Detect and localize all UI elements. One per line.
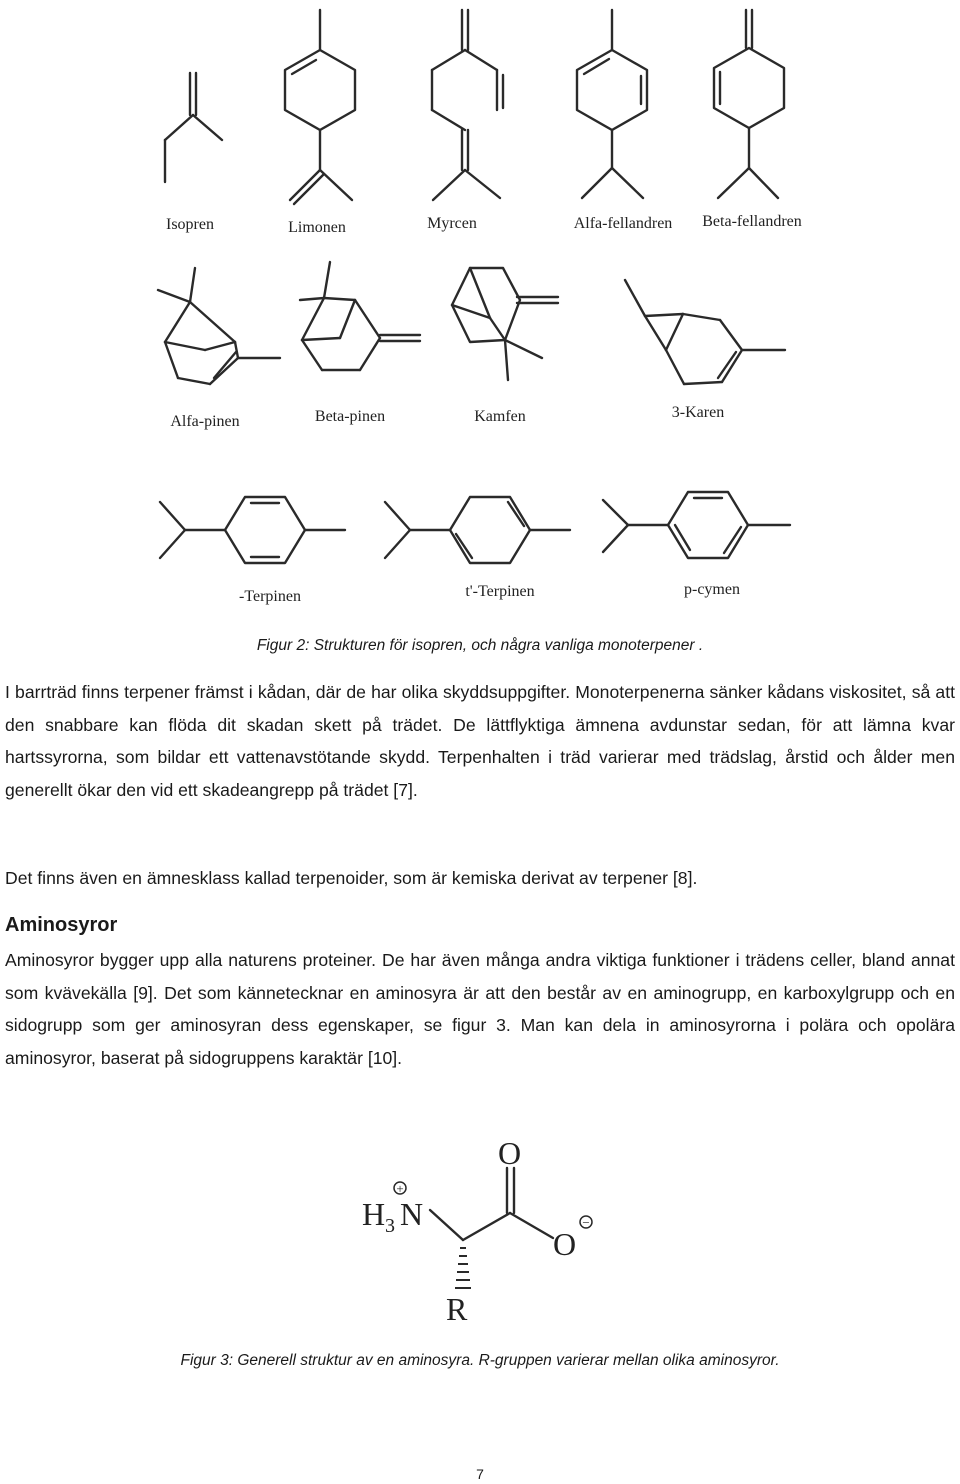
hashed-wedge-bond [455,1248,471,1288]
p-cymen-structure [603,492,790,558]
myrcen-structure [432,10,503,200]
karen-structure [625,280,785,384]
figure-3-amino-acid-structure [0,1130,960,1330]
minus-charge: − [582,1215,590,1230]
isopren-structure [165,73,222,182]
limonen-structure [285,10,355,204]
myrcen-label: Myrcen [427,215,477,232]
beta-fellandren-label: Beta-fellandren [702,213,802,230]
page-number: 7 [476,1466,484,1482]
beta-pinen-structure [300,262,420,370]
kamfen-structure [452,268,558,380]
hydrogen-subscript: 3 [385,1215,395,1237]
alfa-pinen-label: Alfa-pinen [170,413,240,430]
beta-pinen-label: Beta-pinen [314,408,386,425]
beta-fellandren-structure [714,10,784,198]
karen-label: 3-Karen [671,404,725,421]
r-group: R [446,1291,468,1327]
paragraph-terpenoids: Det finns även en ämnesklass kallad terpenoider, som är kemiska derivat av terpener [8]. [5,868,698,888]
hydrogen-atom: H [362,1196,386,1232]
carboxylate-oxygen: O [553,1226,577,1262]
carbonyl-oxygen: O [498,1135,522,1171]
terpinen-structure [160,497,345,563]
section-heading-aminosyror: Aminosyror [5,914,118,936]
paragraph-terpenes-in-trees: I barrträd finns terpener främst i kådan, där de har olika skyddsuppgifter. Monoterpenerna sänker kådans viskositet, så att den snabbare kan flöda dit skadan skett på trädet. De lättflyktiga ämnena avdunstar sedan, för att lämna kvar hartssyrorna, som bildar ett vattenavstötande skydd. Terpenhalten i träd varierar med trädslag, årstid och ålder men generellt ökar den vid ett skadeangrepp på trädet [7]. [5,682,955,800]
alfa-fellandren-structure [577,10,647,198]
alfa-pinen-structure [158,268,280,384]
figure-2-caption: Figur 2: Strukturen för isopren, och några vanliga monoterpener . [256,637,704,654]
t-terpinen-label: t'-Terpinen [465,583,535,600]
terpinen-label: -Terpinen [239,588,301,605]
limonen-label: Limonen [288,219,346,236]
figure-3-caption: Figur 3: Generell struktur av en aminosyra. R-gruppen varierar mellan olika aminosyror. [180,1352,780,1369]
p-cymen-label: p-cymen [684,581,740,598]
kamfen-label: Kamfen [474,408,526,425]
paragraph-amino-acids: Aminosyror bygger upp alla naturens proteiner. De har även många andra viktiga funktioner i trädens celler, bland annat som kvävekälla [9]. Det som kännetecknar en aminosyra är att den består av en aminogrupp, en karboxylgrupp och en sidogrupp som ger aminosyran dess egenskaper, se figur 3. Man kan dela in aminosyrorna i polära och opolära aminosyror, baserat på sidogruppens karaktär [10]. [5,950,955,1068]
nitrogen-atom: N [400,1196,424,1232]
isopren-label: Isopren [166,216,214,233]
figure-2-terpene-structures [0,0,960,620]
alfa-fellandren-label: Alfa-fellandren [573,215,673,232]
plus-charge: + [396,1181,404,1196]
t-terpinen-structure [385,497,570,563]
